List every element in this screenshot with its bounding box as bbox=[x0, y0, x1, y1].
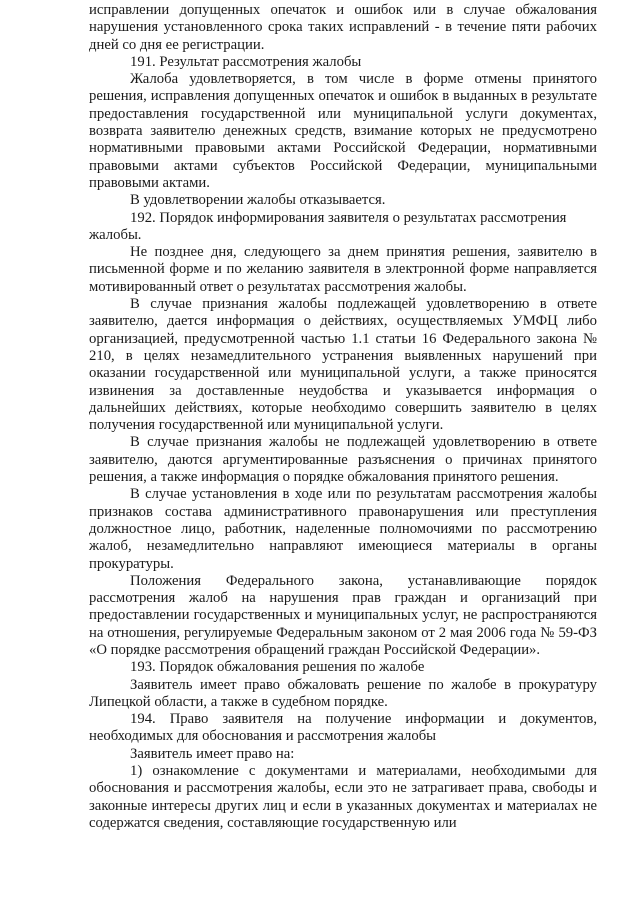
paragraph-continuation: исправлении допущенных опечаток и ошибок или в случае обжалования нарушения установленного срока таких исправлений - в течение пяти рабочих дней со дня ее регистрации. bbox=[89, 2, 597, 53]
section-191-heading: 191. Результат рассмотрения жалобы bbox=[130, 53, 362, 70]
paragraph-offense-signs: В случае установления в ходе или по результатам рассмотрения жалобы признаков состава административного правонарушения или преступления должностное лицо, работник, наделенные полномочиями по рассмотрению жалоб, незамедлительно направляют имеющиеся материалы в органы прокуратуры. bbox=[89, 486, 597, 572]
paragraph-appeal-right: Заявитель имеет право обжаловать решение по жалобе в прокуратуру Липецкой области, а также в судебном порядке. bbox=[89, 676, 597, 710]
paragraph-complaint-rejected: В случае признания жалобы не подлежащей удовлетворению в ответе заявителю, даются аргументированные разъяснения о причинах принятого решения, а также информация о порядке обжалования принятого решения. bbox=[89, 434, 597, 486]
paragraph-federal-law-provisions: Положения Федерального закона, устанавливающие порядок рассмотрения жалоб на нарушения прав граждан и организаций при предоставлении государственных и муниципальных услуг, не распространяются на отношения, регулируемые Федеральным законом от 2 мая 2006 года № 59-ФЗ «О порядке рассмотрения обращений граждан Российской Федерации». bbox=[89, 572, 597, 658]
paragraph-complaint-upheld: В случае признания жалобы подлежащей удовлетворению в ответе заявителю, дается информация о действиях, осуществляемых УМФЦ либо организацией, предусмотренной частью 1.1 статьи 16 Федерального закона № 210, в целях незамедлительного устранения выявленных нарушений при оказании государственной или муниципальной услуги, а также приносятся извинения за доставленные неудобства и указывается информация о дальнейших действиях, которые необходимо совершить заявителю в целях получения государственной или муниципальной услуги. bbox=[89, 296, 597, 434]
list-item-1: 1) ознакомление с документами и материалами, необходимыми для обоснования и рассмотрения жалобы, если это не затрагивает права, свободы и законные интересы других лиц и если в указанных документах и материалах не содержатся сведения, составляющие государственную или bbox=[89, 763, 597, 831]
paragraph-reasoned-answer: Не позднее дня, следующего за днем принятия решения, заявителю в письменной форме и по желанию заявителя в электронной форме направляется мотивированный ответ о результатах рассмотрения жалобы. bbox=[89, 244, 597, 295]
paragraph-complaint-satisfied: Жалоба удовлетворяется, в том числе в форме отмены принятого решения, исправления допущенных опечаток и ошибок в выданных в результате предоставления государственной или муниципальной услуги документах, возврата заявителю денежных средств, взимание которых не предусмотрено нормативными правовыми актами Российской Федерации, нормативными правовыми актами субъектов Российской Федерации, муниципальными правовыми актами. bbox=[89, 71, 597, 191]
section-193-heading: 193. Порядок обжалования решения по жалобе bbox=[130, 659, 425, 676]
paragraph-complaint-refused: В удовлетворении жалобы отказывается. bbox=[130, 192, 386, 209]
section-194-heading: 194. Право заявителя на получение информации и документов, необходимых для обоснования и рассмотрения жалобы bbox=[89, 711, 597, 745]
paragraph-applicant-rights: Заявитель имеет право на: bbox=[130, 745, 295, 762]
section-192-heading: 192. Порядок информирования заявителя о результатах рассмотрения жалобы. bbox=[89, 209, 567, 243]
